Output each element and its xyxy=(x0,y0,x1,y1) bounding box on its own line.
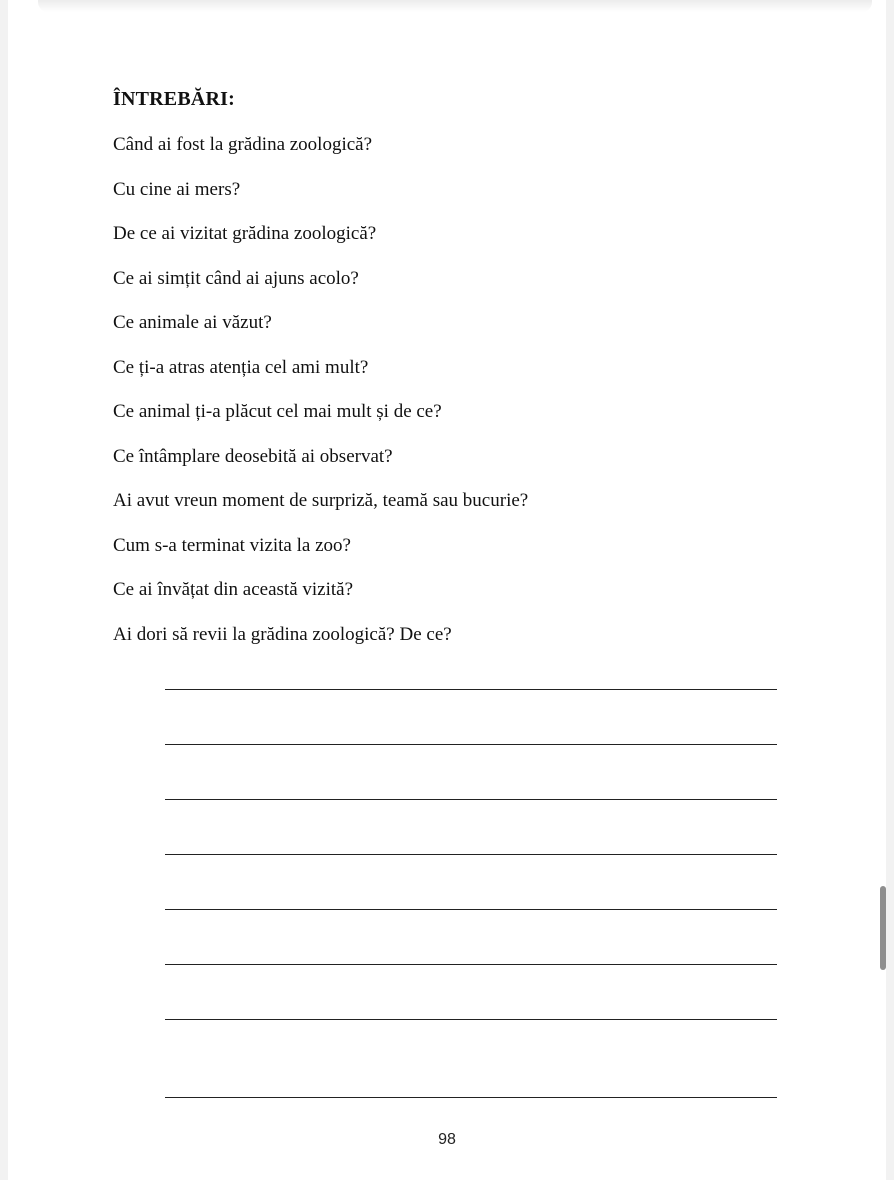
question-item: Ai dori să revii la grădina zoologică? De ce? xyxy=(113,623,452,645)
question-item: Ce ți-a atras atenția cel ami mult? xyxy=(113,356,369,378)
answer-line xyxy=(165,964,777,965)
answer-line xyxy=(165,854,777,855)
page-top-edge xyxy=(38,0,872,12)
question-item: Cum s-a terminat vizita la zoo? xyxy=(113,534,351,556)
question-item: Când ai fost la grădina zoologică? xyxy=(113,134,373,155)
question-item: Ce animal ți-a plăcut cel mai mult și de ce? xyxy=(113,401,442,422)
answer-line xyxy=(165,744,777,745)
question-item: Ce ai învățat din această vizită? xyxy=(113,579,354,600)
question-item: Ce ai simțit când ai ajuns acolo? xyxy=(113,267,359,289)
page-number: 98 xyxy=(438,1131,456,1148)
answer-line xyxy=(165,689,777,690)
page-heading: ÎNTREBĂRI: xyxy=(113,88,236,110)
answer-line xyxy=(165,799,777,800)
question-item: Cu cine ai mers? xyxy=(113,178,241,200)
vertical-scrollbar-thumb[interactable] xyxy=(880,886,886,970)
answer-line xyxy=(165,909,777,910)
question-item: De ce ai vizitat grădina zoologică? xyxy=(113,223,377,244)
answer-line xyxy=(165,1019,777,1020)
document-page xyxy=(8,0,886,1180)
question-item: Ce animale ai văzut? xyxy=(113,312,272,333)
question-item: Ai avut vreun moment de surpriză, teamă sau bucurie? xyxy=(113,490,529,511)
answer-line xyxy=(165,1097,777,1098)
question-list xyxy=(113,131,528,665)
question-item: Ce întâmplare deosebită ai observat? xyxy=(113,445,393,467)
